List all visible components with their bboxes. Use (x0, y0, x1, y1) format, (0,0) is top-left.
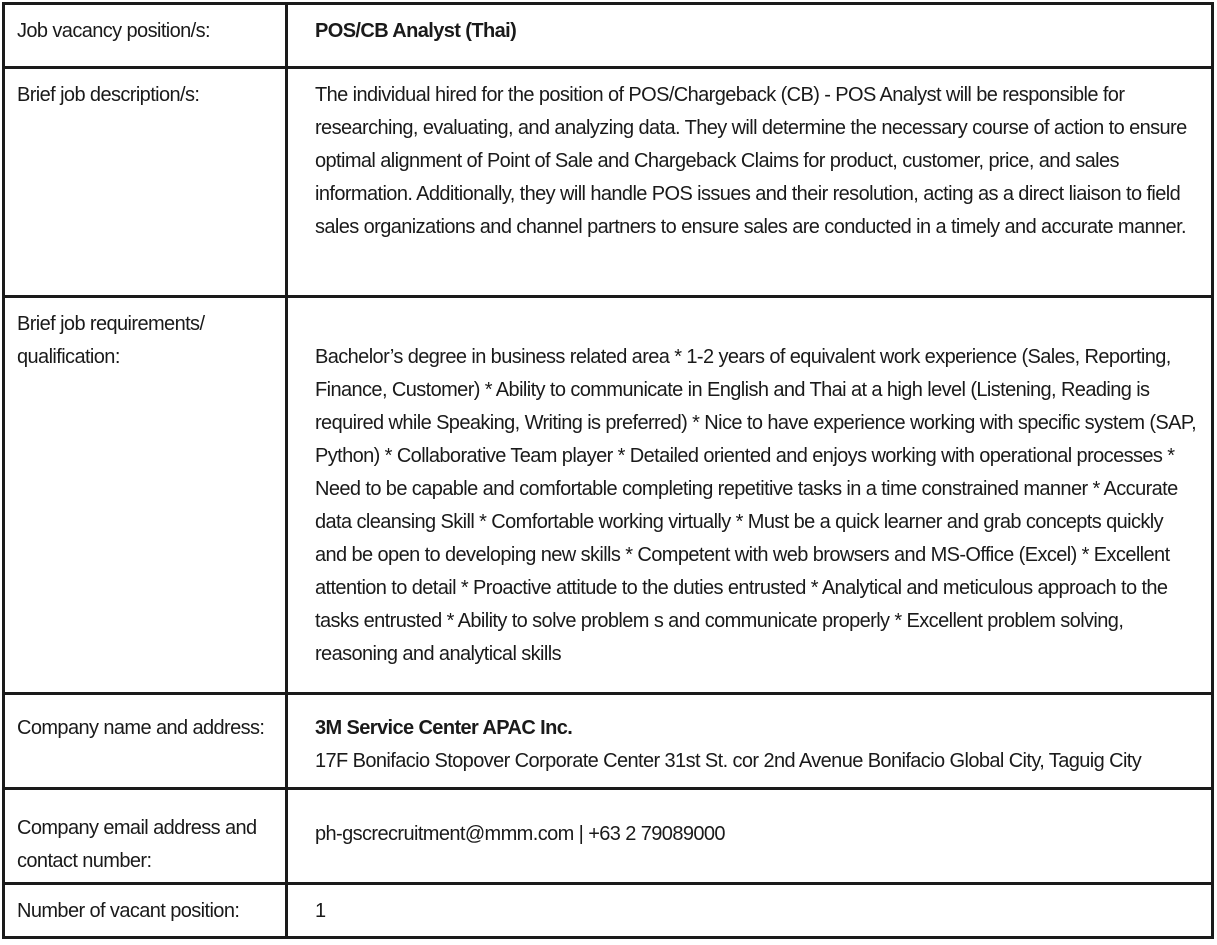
description-value: The individual hired for the position of POS/Chargeback (CB) - POS Analyst will be responsible for researching, evaluating, and analyzing data. They will determine the necessary course of action to ensure optimal alignment of Point of Sale and Chargeback Claims for product, customer, price, and sales information. Additionally, they will handle POS issues and their resolution, acting as a direct liaison to field sales organizations and channel partners to ensure sales are conducted in a timely and accurate manner. (287, 68, 1213, 297)
position-label: Job vacancy position/s: (4, 4, 287, 68)
table-row (4, 694, 1213, 789)
position-value: POS/CB Analyst (Thai) (287, 4, 1213, 68)
table-row (4, 4, 1213, 68)
vacancies-label: Number of vacant position: (4, 884, 287, 938)
contact-label: Company email address and contact number: (4, 789, 287, 884)
requirements-value: Bachelor’s degree in business related area * 1-2 years of equivalent work experience (Sales, Reporting, Finance, Customer) * Ability to communicate in English and Thai at a high level (Listening, Reading is required while Speaking, Writing is preferred) * Nice to have experience working with specific system (SAP, Python) * Collaborative Team player * Detailed oriented and enjoys working with operational processes * Need to be capable and comfortable completing repetitive tasks in a time constrained manner * Accurate data cleansing Skill * Comfortable working virtually * Must be a quick learner and grab concepts quickly and be open to developing new skills * Competent with web browsers and MS-Office (Excel) * Excellent attention to detail * Proactive attitude to the duties entrusted * Analytical and meticulous approach to the tasks entrusted * Ability to solve problem s and communicate properly * Excellent problem solving, reasoning and analytical skills (287, 297, 1213, 694)
table-row (4, 297, 1213, 694)
company-address: 17F Bonifacio Stopover Corporate Center 31st St. cor 2nd Avenue Bonifacio Global City, Taguig City (315, 750, 1142, 772)
company-label: Company name and address: (4, 694, 287, 789)
description-label: Brief job description/s: (4, 68, 287, 297)
contact-value[interactable]: ph-gscrecruitment@mmm.com | +63 2 79089000 (287, 789, 1213, 884)
vacancies-value: 1 (287, 884, 1213, 938)
job-details-table (2, 2, 1214, 939)
company-name: 3M Service Center APAC Inc. (315, 717, 573, 739)
table-row (4, 789, 1213, 884)
table-row (4, 68, 1213, 297)
requirements-label: Brief job requirements/ qualification: (4, 297, 287, 694)
company-cell (287, 694, 1213, 789)
table-row (4, 884, 1213, 938)
